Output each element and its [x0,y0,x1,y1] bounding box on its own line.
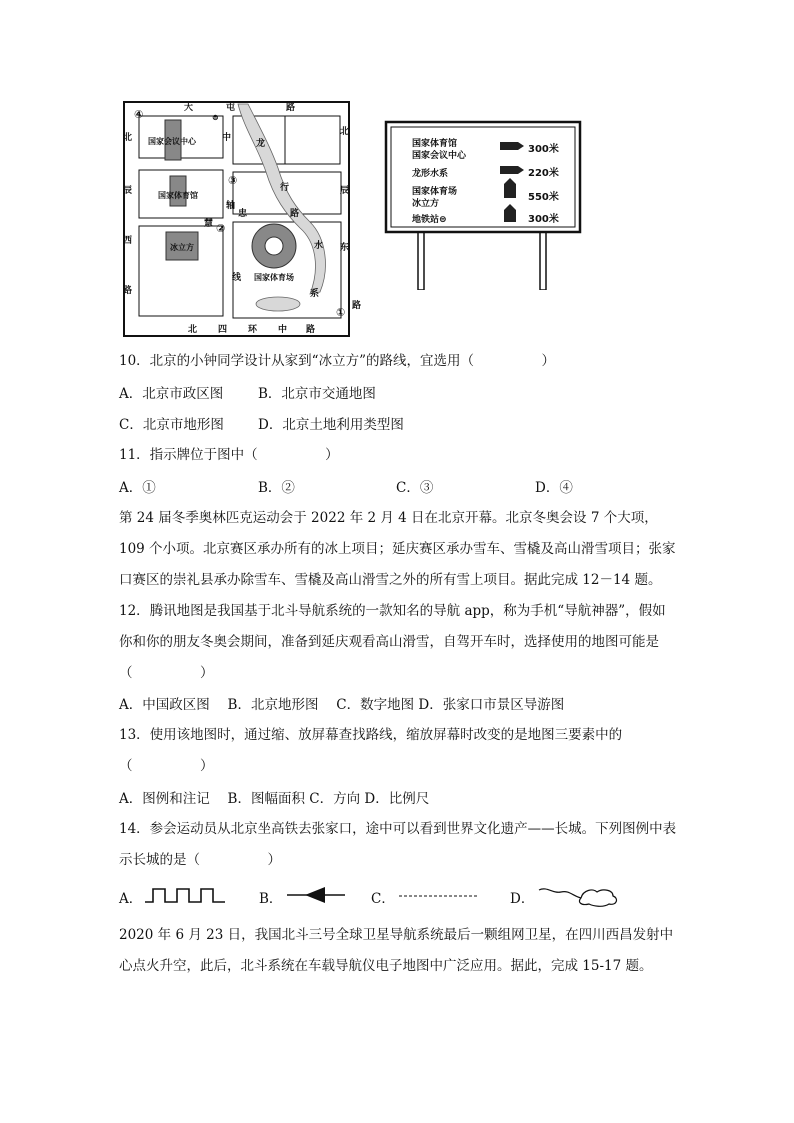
svg-text:大: 大 [184,103,194,113]
svg-text:国家体育场: 国家体育场 [254,273,294,282]
direction-signboard [384,118,584,290]
svg-text:⊜: ⊜ [212,113,219,122]
svg-text:中: 中 [278,325,288,335]
q14-option-a: A． [119,891,143,907]
q14-legend-options [119,884,679,908]
svg-text:①: ① [336,306,346,319]
svg-text:四: 四 [218,325,228,335]
river-lake-symbol-icon [537,884,627,908]
question-12-stem: 12．腾讯地图是我国基于北斗导航系统的一款知名的导航 app，称为手机“导航神器”，假如你和你的朋友冬奥会期间，准备到延庆观看高山滑雪，自驾开车时，选择使用的地图可能是（ ） [119,603,666,681]
svg-text:冰立方: 冰立方 [170,243,194,252]
svg-text:220米: 220米 [528,168,559,179]
q11-option-c: C．③ [396,480,434,496]
svg-text:忠: 忠 [238,209,248,219]
svg-text:300米: 300米 [528,144,559,155]
svg-text:路: 路 [290,209,300,219]
svg-text:慧: 慧 [204,219,214,229]
q14-option-d: D． [510,891,535,907]
svg-text:行: 行 [280,183,290,193]
svg-text:龙形水系: 龙形水系 [412,169,449,179]
intro-paragraph-15-17: 2020 年 6 月 23 日，我国北斗三号全球卫星导航系统最后一颗组网卫星，在四川西昌发射中心点火升空，此后，北斗系统在车载导航仪电子地图中广泛应用。据此，完成 15-17 题。 [119,927,674,974]
svg-text:辰: 辰 [340,186,350,196]
intro-paragraph-12-14: 第 24 届冬季奥林匹克运动会于 2022 年 2 月 4 日在北京开幕。北京冬奥会设 7 个大项，109 个小项。北京赛区承办所有的冰上项目；延庆赛区承办雪车、雪橇及高山滑雪项目；张家口赛区的崇礼县承办除雪车、雪橇及高山滑雪之外的所有雪上项目。据此完成 12－14 题。 [119,510,676,588]
svg-text:轴: 轴 [226,201,236,211]
arrow-line-symbol-icon [285,884,347,906]
svg-text:线: 线 [232,273,242,283]
q11-option-a: A．① [119,480,156,496]
q13-options: A．图例和注记 B．图幅面积 C．方向 D．比例尺 [119,791,430,807]
svg-text:东: 东 [340,243,350,253]
svg-text:路: 路 [352,301,362,311]
svg-text:辰: 辰 [123,186,133,196]
q12-options: A．中国政区图 B．北京地形图 C．数字地图 D．张家口市景区导游图 [119,697,565,713]
olympic-area-map [120,98,364,340]
q10-option-c: C．北京市地形图 [119,417,224,433]
svg-text:地铁站⊜: 地铁站⊜ [412,215,447,225]
svg-text:路: 路 [306,325,316,335]
svg-text:550米: 550米 [528,192,559,203]
q10-option-a: A．北京市政区图 [119,386,224,402]
svg-text:冰立方: 冰立方 [412,199,440,209]
svg-text:北: 北 [123,133,133,143]
svg-text:国家会议中心: 国家会议中心 [148,137,196,146]
great-wall-symbol-icon [143,884,227,906]
svg-text:国家体育场: 国家体育场 [412,187,458,197]
q10-option-b: B．北京市交通地图 [258,386,376,402]
svg-text:中: 中 [222,133,232,143]
q11-option-d: D．④ [535,480,573,496]
svg-text:西: 西 [123,236,133,246]
q14-option-c: C． [371,891,395,907]
dashed-line-symbol-icon [397,884,481,906]
svg-text:环: 环 [248,325,258,335]
svg-text:北: 北 [340,127,350,137]
question-11-stem: 11．指示牌位于图中（ ） [119,447,339,463]
svg-text:系: 系 [310,289,320,299]
svg-text:北: 北 [188,325,198,335]
question-14-stem: 14．参会运动员从北京坐高铁去张家口，途中可以看到世界文化遗产——长城。下列图例中表示长城的是（ ） [119,821,677,868]
svg-text:国家会议中心: 国家会议中心 [412,151,467,161]
q14-option-b: B． [259,891,283,907]
question-10-stem: 10．北京的小钟同学设计从家到“冰立方”的路线，宜选用（ ） [119,353,555,369]
q11-option-b: B．② [258,480,295,496]
svg-text:国家体育馆: 国家体育馆 [158,191,198,200]
svg-text:②: ② [216,222,226,235]
question-13-stem: 13．使用该地图时，通过缩、放屏幕查找路线，缩放屏幕时改变的是地图三要素中的（ ） [119,727,623,774]
svg-text:龙: 龙 [256,139,266,149]
q10-option-d: D．北京土地利用类型图 [258,417,404,433]
svg-text:路: 路 [123,286,133,296]
svg-text:④: ④ [134,108,144,121]
svg-text:水: 水 [314,241,324,251]
svg-text:路: 路 [286,103,296,113]
svg-text:③: ③ [228,174,238,187]
svg-text:屯: 屯 [226,103,236,113]
svg-text:300米: 300米 [528,214,559,225]
svg-text:国家体育馆: 国家体育馆 [412,139,458,149]
